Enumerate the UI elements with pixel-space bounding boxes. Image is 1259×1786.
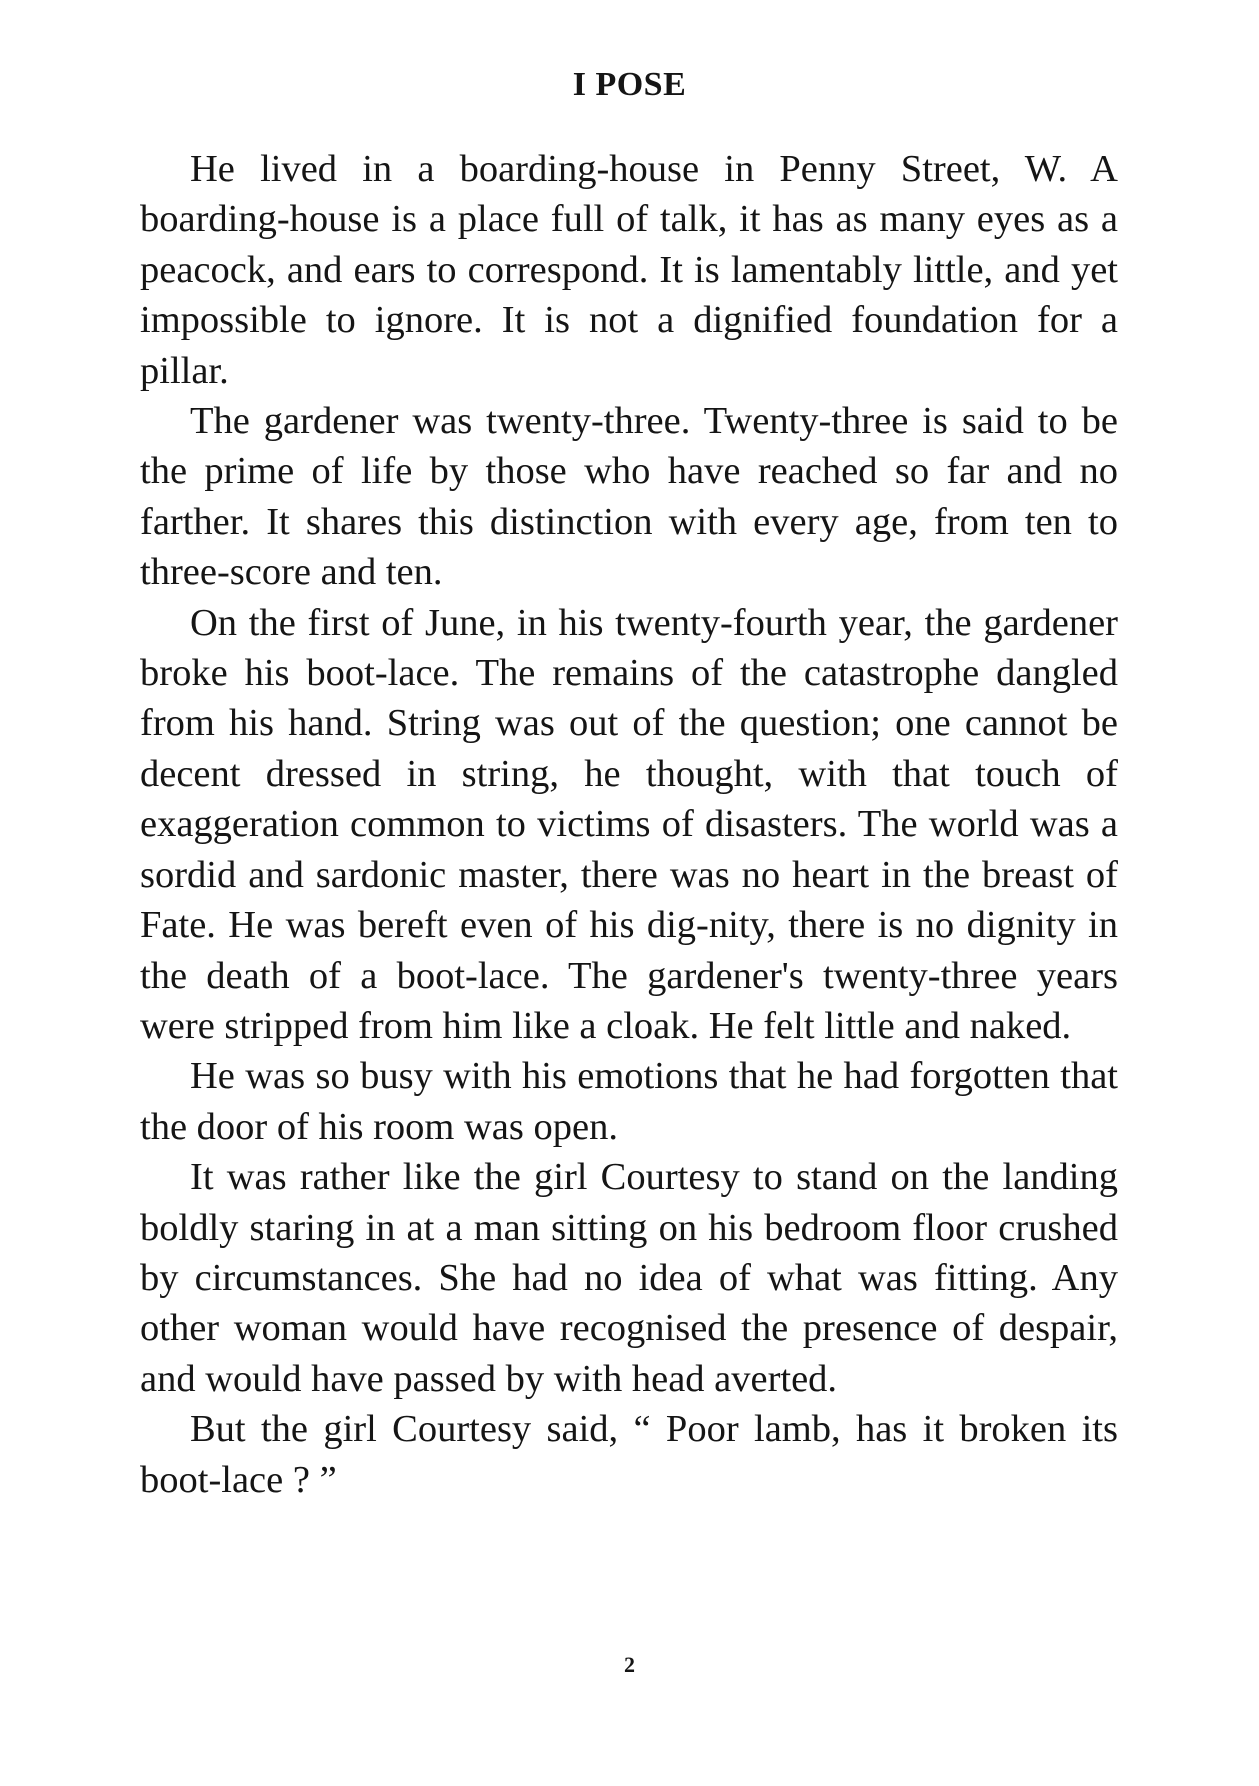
body-text	[140, 144, 1118, 1505]
paragraph: It was rather like the girl Courtesy to stand on the landing boldly staring in at a man sitting on his bedroom floor crushed by circumstances. She had no idea of what was fitting. Any other woman would have recognised the presence of despair, and would have passed by with head averted.	[140, 1156, 1118, 1400]
paragraph: On the first of June, in his twenty-fourth year, the gardener broke his boot-lace. The remains of the catastrophe dangled from his hand. String was out of the question; one cannot be decent dressed in string, he thought, with that touch of exaggeration common to victims of disasters. The world was a sordid and sardonic master, there was no heart in the breast of Fate. He was bereft even of his dig-nity, there is no dignity in the death of a boot-lace. The gardener's twenty-three years were stripped from him like a cloak. He felt little and naked.	[140, 601, 1118, 1047]
page-number: 2	[624, 1652, 635, 1677]
paragraph: But the girl Courtesy said, “ Poor lamb, has it broken its boot-lace ? ”	[140, 1408, 1118, 1501]
paragraph: He was so busy with his emotions that he had forgotten that the door of his room was open.	[140, 1055, 1118, 1148]
paragraph: The gardener was twenty-three. Twenty-three is said to be the prime of life by those who have reached so far and no farther. It shares this distinction with every age, from ten to three-score and ten.	[140, 400, 1118, 594]
running-head: I POSE	[572, 66, 687, 103]
paragraph: He lived in a boarding-house in Penny Street, W. A boarding-house is a place full of talk, it has as many eyes as a peacock, and ears to correspond. It is lamentably little, and yet impossible to ignore. It is not a dignified foundation for a pillar.	[140, 148, 1118, 392]
